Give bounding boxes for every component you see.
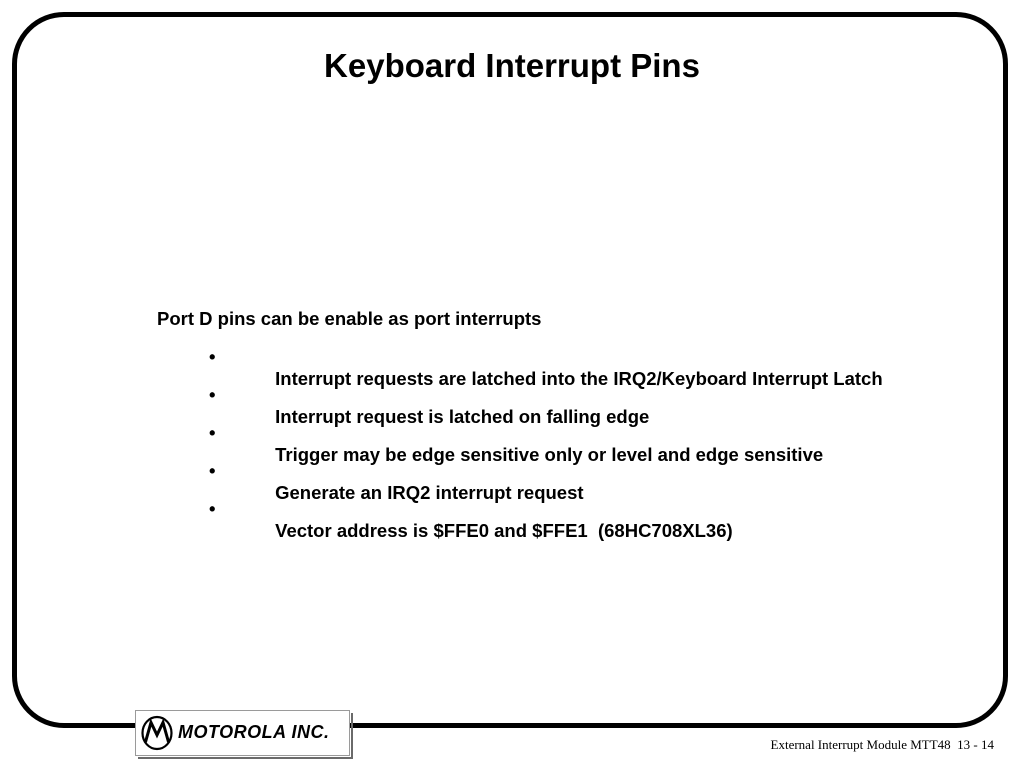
- bullet-icon: •: [209, 422, 216, 443]
- bullet-item: [157, 460, 883, 503]
- bullet-icon: •: [209, 460, 216, 481]
- bullet-list: [157, 346, 883, 541]
- bullet-text: Generate an IRQ2 interrupt request: [275, 482, 584, 503]
- bullet-text: Trigger may be edge sensitive only or level and edge sensitive: [275, 444, 824, 465]
- bullet-icon: •: [209, 384, 216, 405]
- slide-title: Keyboard Interrupt Pins: [324, 47, 700, 84]
- motorola-batwing-icon: [140, 715, 174, 751]
- motorola-logo: [135, 710, 350, 756]
- bullet-item: [157, 346, 883, 389]
- bullet-item: [157, 498, 883, 541]
- bullet-text: Interrupt requests are latched into the IRQ2/Keyboard Interrupt Latch: [275, 368, 883, 389]
- bullet-icon: •: [209, 498, 216, 519]
- slide-body: [157, 308, 883, 541]
- bullet-item: [157, 384, 883, 427]
- bullet-text: Vector address is $FFE0 and $FFE1 (68HC708XL36): [275, 520, 733, 541]
- intro-text: Port D pins can be enable as port interrupts: [157, 308, 542, 329]
- logo-text: MOTOROLA INC.: [178, 722, 330, 742]
- bullet-text: Interrupt request is latched on falling edge: [275, 406, 650, 427]
- footer-text: External Interrupt Module MTT48 13 - 14: [770, 737, 994, 752]
- bullet-icon: •: [209, 346, 216, 367]
- bullet-item: [157, 422, 883, 465]
